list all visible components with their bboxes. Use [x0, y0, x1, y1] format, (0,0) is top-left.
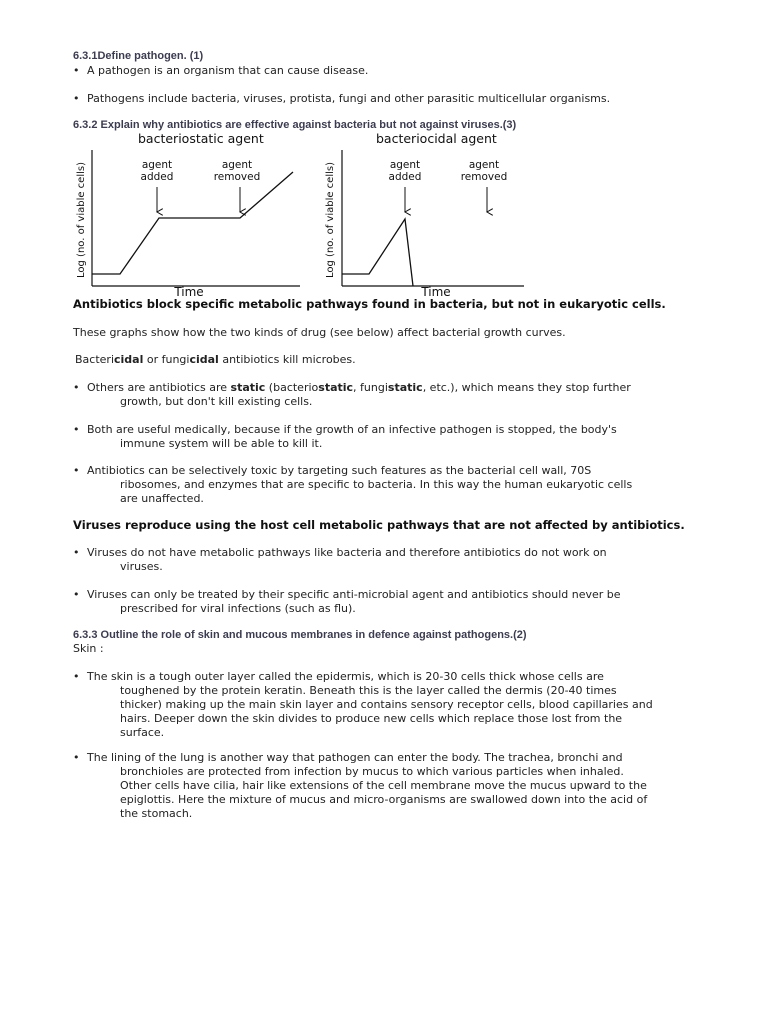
right-growth-curve — [342, 219, 413, 286]
bullet-marker: • — [73, 588, 80, 601]
right-removed-label-2: removed — [460, 171, 508, 183]
left-added-label-2: added — [140, 171, 174, 183]
paragraph-graphs: These graphs show how the two kinds of drug (see below) affect bacterial growth curves. — [73, 326, 566, 339]
left-xlabel: Time — [174, 285, 204, 299]
left-ylabel: Log (no. of viable cells) — [76, 162, 87, 278]
bullet-marker: • — [73, 546, 80, 559]
heading-6-3-1: 6.3.1Define pathogen. (1) — [73, 50, 204, 62]
heading-6-3-2: 6.3.2 Explain why antibiotics are effective against bacteria but not against viruses.(3) — [73, 119, 517, 131]
bullet-virus-treatment: • Viruses can only be treated by their specific anti-microbial agent and antibiotics should never be prescribed for viral infections (such as flu). — [73, 588, 621, 615]
left-removed-label-1: agent — [221, 159, 253, 171]
bullet-marker: • — [73, 64, 80, 77]
bullet-pathogen-types: • Pathogens include bacteria, viruses, protista, fungi and other parasitic multicellular organisms. — [73, 92, 611, 105]
label-skin: Skin : — [73, 642, 104, 655]
right-xlabel: Time — [421, 285, 451, 299]
heading-6-3-3: 6.3.3 Outline the role of skin and mucous membranes in defence against pathogens.(2) — [73, 629, 527, 641]
right-graph — [325, 150, 524, 299]
graph-title-bacteriostatic: bacteriostatic agent — [138, 131, 264, 146]
bullet-pathogen-definition: • A pathogen is an organism that can cause disease. — [73, 64, 369, 77]
bullet-lung-lining: • The lining of the lung is another way that pathogen can enter the body. The trachea, bronchi and bronchioles are protected from infection by mucus to which various particles when inhaled. Other cells have cilia, hair like extensions of the cell membrane move the mucus upward to the epiglottis. Here the mixture of mucus and micro-organisms are swallowed down into the acid of the stomach. — [73, 751, 648, 820]
bullet-selectively-toxic: • Antibiotics can be selectively toxic by targeting such features as the bacterial cell wall, 70S ribosomes, and enzymes that are specific to bacteria. In this way the human eukaryotic cells are unaffected. — [73, 464, 633, 505]
bullet-skin-layers: • The skin is a tough outer layer called the epidermis, which is 20-30 cells thick whose cells are toughened by the protein keratin. Beneath this is the layer called the dermis (20-40 times thicker) making up the main skin layer and contains sensory receptor cells, blood capillaries and hairs. Deeper down the skin divides to produce new cells which replace those lost from the surface. — [73, 670, 653, 739]
bold-statement-metabolic-pathways: Antibiotics block specific metabolic pathways found in bacteria, but not in eukaryotic cells. — [73, 297, 666, 311]
bullet-virus-no-pathways: • Viruses do not have metabolic pathways like bacteria and therefore antibiotics do not work on viruses. — [73, 546, 607, 573]
bullet-marker: • — [73, 92, 80, 105]
left-graph — [76, 150, 300, 299]
right-added-label-1: agent — [389, 159, 421, 171]
bullet-marker: • — [73, 464, 80, 477]
bullet-useful-medically: • Both are useful medically, because if the growth of an infective pathogen is stopped, the body's immune system will be able to kill it. — [73, 423, 617, 450]
bullet-marker: • — [73, 381, 80, 394]
left-added-label-1: agent — [141, 159, 173, 171]
right-ylabel: Log (no. of viable cells) — [325, 162, 336, 278]
graph-title-bacteriocidal: bacteriocidal agent — [376, 131, 497, 146]
bullet-marker: • — [73, 670, 80, 683]
left-growth-curve — [92, 172, 293, 274]
paragraph-cidal: Bactericidal or fungicidal antibiotics kill microbes. — [75, 353, 356, 366]
bold-statement-viruses: Viruses reproduce using the host cell metabolic pathways that are not affected by antibiotics. — [73, 518, 685, 532]
bullet-marker: • — [73, 751, 80, 764]
right-removed-label-1: agent — [468, 159, 500, 171]
bullet-marker: • — [73, 423, 80, 436]
bullet-static-antibiotics: • Others are antibiotics are static (bacteriostatic, fungistatic, etc.), which means they stop further growth, but don't kill existing cells. — [73, 381, 631, 408]
right-added-label-2: added — [388, 171, 422, 183]
left-removed-label-2: removed — [213, 171, 261, 183]
